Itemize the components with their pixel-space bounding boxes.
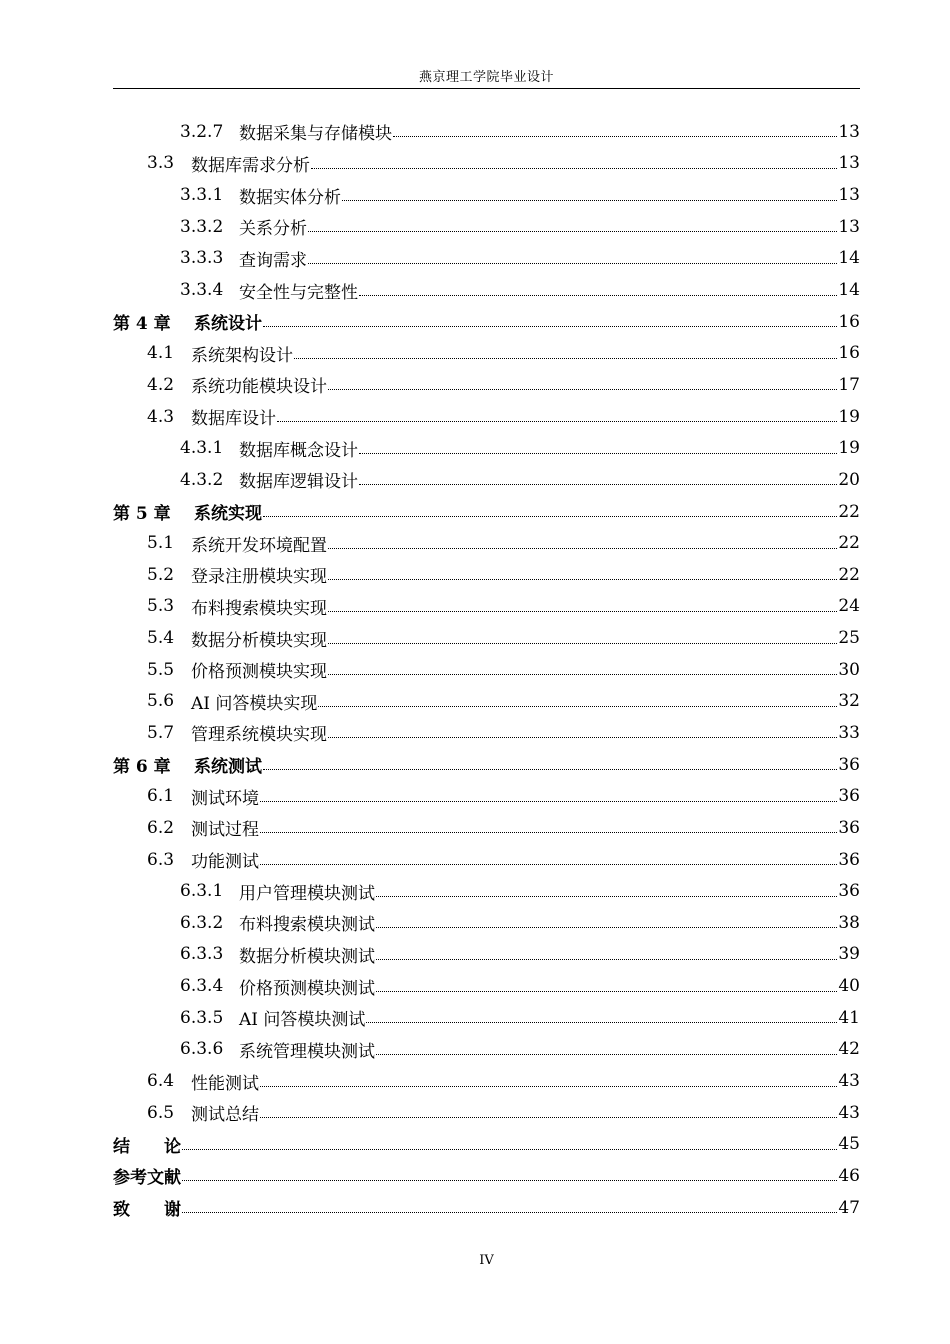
toc-entry[interactable] bbox=[113, 337, 860, 369]
toc-entry[interactable] bbox=[113, 116, 860, 148]
toc-entry[interactable] bbox=[113, 812, 860, 844]
toc-entry-number: 6.3.5 bbox=[180, 1007, 224, 1028]
toc-leader-dots bbox=[294, 358, 837, 359]
toc-entry-number: 6.3.6 bbox=[180, 1039, 224, 1060]
toc-entry[interactable] bbox=[113, 717, 860, 749]
toc-entry-number: 6.3.2 bbox=[180, 912, 224, 933]
toc-entry-title: 数据库概念设计 bbox=[239, 440, 358, 461]
toc-leader-dots bbox=[359, 453, 837, 454]
toc-leader-dots bbox=[359, 295, 837, 296]
toc-entry-title: 数据库逻辑设计 bbox=[239, 472, 358, 493]
toc-entry-title: 数据库需求分析 bbox=[191, 155, 310, 176]
toc-entry-number: 5.2 bbox=[147, 564, 175, 585]
toc-entry-page: 22 bbox=[838, 564, 860, 585]
toc-entry-number: 4.3 bbox=[147, 406, 175, 427]
toc-entry-number: 6.3.3 bbox=[180, 944, 224, 965]
toc-entry-number: 第 6 章 bbox=[113, 757, 171, 778]
toc-entry-number: 5.3 bbox=[147, 596, 175, 617]
toc-entry-number: 5.5 bbox=[147, 659, 175, 680]
toc-entry[interactable] bbox=[113, 875, 860, 907]
toc-entry-page: 13 bbox=[838, 185, 860, 206]
toc-leader-dots bbox=[263, 326, 837, 327]
toc-entry[interactable] bbox=[113, 686, 860, 718]
toc-entry-title: 登录注册模块实现 bbox=[191, 567, 327, 588]
toc-entry-page: 22 bbox=[838, 501, 860, 522]
toc-entry-title: 安全性与完整性 bbox=[239, 282, 358, 303]
toc-entry-title: 数据库设计 bbox=[191, 409, 276, 430]
toc-leader-dots bbox=[328, 674, 837, 675]
toc-entry-page: 36 bbox=[838, 881, 860, 902]
toc-entry[interactable] bbox=[113, 939, 860, 971]
toc-entry-title: 测试环境 bbox=[191, 788, 259, 809]
toc-entry-title: 价格预测模块测试 bbox=[239, 978, 375, 999]
toc-leader-dots bbox=[328, 611, 837, 612]
toc-entry-title: 系统实现 bbox=[194, 504, 262, 524]
toc-entry-page: 19 bbox=[838, 406, 860, 427]
toc-entry[interactable] bbox=[113, 179, 860, 211]
toc-entry[interactable] bbox=[113, 844, 860, 876]
toc-leader-dots bbox=[277, 421, 837, 422]
toc-leader-dots bbox=[260, 1086, 837, 1087]
toc-entry-number: 3.3 bbox=[147, 153, 175, 174]
toc-entry-page: 39 bbox=[838, 944, 860, 965]
toc-entry-number: 第 5 章 bbox=[113, 504, 171, 524]
toc-entry-title: 系统测试 bbox=[194, 757, 262, 778]
toc-entry-title: 用户管理模块测试 bbox=[239, 883, 375, 904]
toc-entry-number: 3.3.2 bbox=[180, 216, 224, 237]
toc-entry[interactable] bbox=[113, 211, 860, 243]
toc-entry-page: 25 bbox=[838, 628, 860, 649]
toc-leader-dots bbox=[182, 1212, 837, 1213]
toc-entry-number: 4.2 bbox=[147, 374, 175, 395]
toc-entry[interactable] bbox=[113, 148, 860, 180]
toc-entry-number: 4.3.2 bbox=[180, 469, 224, 490]
toc-entry-number: 6.1 bbox=[147, 786, 175, 807]
toc-entry-page: 45 bbox=[838, 1134, 860, 1155]
toc-entry-title: 系统架构设计 bbox=[191, 345, 293, 366]
toc-entry[interactable] bbox=[113, 591, 860, 623]
toc-entry-number: 3.3.4 bbox=[180, 280, 224, 301]
toc-entry-page: 36 bbox=[838, 817, 860, 838]
toc-entry-title: 测试过程 bbox=[191, 820, 259, 841]
toc-entry[interactable] bbox=[113, 527, 860, 559]
toc-leader-dots bbox=[308, 231, 837, 232]
toc-entry-page: 47 bbox=[838, 1197, 860, 1218]
toc-leader-dots bbox=[311, 168, 837, 169]
toc-entry-number: 3.3.3 bbox=[180, 248, 224, 269]
toc-leader-dots bbox=[342, 200, 837, 201]
toc-leader-dots bbox=[376, 1054, 837, 1055]
toc-leader-dots bbox=[376, 991, 837, 992]
toc-entry-title: 性能测试 bbox=[191, 1073, 259, 1094]
toc-entry-number: 6.3 bbox=[147, 849, 175, 870]
toc-leader-dots bbox=[182, 1180, 837, 1181]
toc-entry-page: 13 bbox=[838, 216, 860, 237]
toc-entry-page: 41 bbox=[838, 1007, 860, 1028]
toc-entry[interactable] bbox=[113, 1192, 860, 1224]
toc-leader-dots bbox=[359, 484, 837, 485]
toc-leader-dots bbox=[328, 548, 837, 549]
toc-leader-dots bbox=[263, 516, 837, 517]
toc-entry-number: 3.3.1 bbox=[180, 185, 224, 206]
toc-entry-page: 43 bbox=[838, 1071, 860, 1092]
toc-leader-dots bbox=[260, 864, 837, 865]
toc-entry-page: 46 bbox=[838, 1165, 860, 1186]
toc-entry-page: 42 bbox=[838, 1039, 860, 1060]
toc-entry-page: 22 bbox=[838, 533, 860, 554]
toc-entry[interactable] bbox=[113, 496, 860, 528]
toc-leader-dots bbox=[328, 579, 837, 580]
table-of-contents bbox=[113, 116, 860, 1223]
toc-entry-title: 数据分析模块测试 bbox=[239, 946, 375, 967]
toc-entry-title: AI 问答模块测试 bbox=[239, 1010, 366, 1031]
toc-entry-page: 36 bbox=[838, 754, 860, 775]
page-header-title: 燕京理工学院毕业设计 bbox=[418, 70, 554, 85]
toc-entry-title: 系统开发环境配置 bbox=[191, 535, 327, 556]
toc-entry-number: 第 4 章 bbox=[113, 314, 171, 335]
toc-entry[interactable] bbox=[113, 559, 860, 591]
toc-entry[interactable] bbox=[113, 306, 860, 338]
toc-leader-dots bbox=[376, 959, 837, 960]
toc-entry[interactable] bbox=[113, 369, 860, 401]
toc-entry-page: 13 bbox=[838, 121, 860, 142]
toc-entry-page: 14 bbox=[838, 280, 860, 301]
toc-entry-page: 16 bbox=[838, 311, 860, 332]
toc-entry[interactable] bbox=[113, 654, 860, 686]
toc-entry-title: 管理系统模块实现 bbox=[191, 725, 327, 746]
toc-entry-title: 测试总结 bbox=[191, 1105, 259, 1126]
toc-leader-dots bbox=[182, 1149, 837, 1150]
toc-leader-dots bbox=[366, 1022, 837, 1023]
toc-entry-number: 5.6 bbox=[147, 691, 175, 712]
toc-leader-dots bbox=[260, 832, 837, 833]
toc-leader-dots bbox=[376, 896, 837, 897]
toc-entry-page: 17 bbox=[838, 374, 860, 395]
toc-entry-title: 查询需求 bbox=[239, 250, 307, 271]
toc-entry[interactable] bbox=[113, 243, 860, 275]
toc-entry-page: 38 bbox=[838, 912, 860, 933]
toc-leader-dots bbox=[263, 769, 837, 770]
toc-entry-page: 30 bbox=[838, 659, 860, 680]
toc-entry-title: 结 论 bbox=[113, 1136, 181, 1157]
toc-entry-page: 13 bbox=[838, 153, 860, 174]
toc-leader-dots bbox=[308, 263, 837, 264]
toc-leader-dots bbox=[260, 1117, 837, 1118]
toc-entry-title: AI 问答模块实现 bbox=[191, 693, 318, 714]
page-number-footer: IV bbox=[479, 1253, 494, 1268]
toc-entry[interactable] bbox=[113, 1097, 860, 1129]
toc-entry[interactable] bbox=[113, 1002, 860, 1034]
toc-entry-title: 参考文献 bbox=[113, 1168, 181, 1189]
toc-entry-page: 19 bbox=[838, 438, 860, 459]
toc-leader-dots bbox=[376, 927, 837, 928]
toc-entry[interactable] bbox=[113, 401, 860, 433]
toc-leader-dots bbox=[328, 389, 837, 390]
toc-entry[interactable] bbox=[113, 432, 860, 464]
toc-leader-dots bbox=[328, 737, 837, 738]
toc-entry[interactable] bbox=[113, 622, 860, 654]
toc-entry-title: 数据采集与存储模块 bbox=[239, 124, 392, 145]
toc-entry-number: 6.4 bbox=[147, 1071, 175, 1092]
toc-entry-page: 16 bbox=[838, 343, 860, 364]
toc-entry-number: 6.3.4 bbox=[180, 976, 224, 997]
toc-entry[interactable] bbox=[113, 907, 860, 939]
toc-entry-title: 数据实体分析 bbox=[239, 187, 341, 208]
toc-entry[interactable] bbox=[113, 1160, 860, 1192]
header-divider bbox=[113, 88, 860, 89]
toc-entry-title: 关系分析 bbox=[239, 219, 307, 240]
toc-leader-dots bbox=[393, 136, 837, 137]
toc-entry-page: 32 bbox=[838, 691, 860, 712]
toc-entry-page: 24 bbox=[838, 596, 860, 617]
toc-entry[interactable] bbox=[113, 274, 860, 306]
toc-leader-dots bbox=[318, 706, 837, 707]
toc-entry-title: 系统功能模块设计 bbox=[191, 377, 327, 398]
toc-entry-title: 布料搜索模块测试 bbox=[239, 915, 375, 936]
toc-entry-title: 系统设计 bbox=[194, 314, 262, 335]
toc-entry-number: 5.1 bbox=[147, 533, 175, 554]
toc-entry-title: 数据分析模块实现 bbox=[191, 630, 327, 651]
toc-entry-page: 20 bbox=[838, 469, 860, 490]
toc-entry-page: 36 bbox=[838, 849, 860, 870]
toc-entry-title: 致 谢 bbox=[113, 1200, 181, 1221]
toc-entry[interactable] bbox=[113, 464, 860, 496]
toc-entry[interactable] bbox=[113, 780, 860, 812]
toc-entry-page: 14 bbox=[838, 248, 860, 269]
toc-entry-title: 布料搜索模块实现 bbox=[191, 598, 327, 619]
toc-entry[interactable] bbox=[113, 749, 860, 781]
toc-entry-title: 功能测试 bbox=[191, 852, 259, 873]
toc-entry[interactable] bbox=[113, 1065, 860, 1097]
toc-entry-page: 40 bbox=[838, 976, 860, 997]
toc-entry-number: 5.4 bbox=[147, 628, 175, 649]
toc-entry-number: 3.2.7 bbox=[180, 121, 224, 142]
toc-entry-page: 33 bbox=[838, 722, 860, 743]
toc-entry-number: 6.2 bbox=[147, 817, 175, 838]
toc-entry-number: 6.5 bbox=[147, 1102, 175, 1123]
toc-entry-page: 36 bbox=[838, 786, 860, 807]
toc-entry-number: 4.3.1 bbox=[180, 438, 224, 459]
toc-entry[interactable] bbox=[113, 1034, 860, 1066]
toc-leader-dots bbox=[260, 801, 837, 802]
toc-entry[interactable] bbox=[113, 970, 860, 1002]
toc-entry[interactable] bbox=[113, 1129, 860, 1161]
toc-entry-title: 系统管理模块测试 bbox=[239, 1041, 375, 1062]
toc-entry-number: 6.3.1 bbox=[180, 881, 224, 902]
toc-leader-dots bbox=[328, 643, 837, 644]
toc-entry-page: 43 bbox=[838, 1102, 860, 1123]
toc-entry-title: 价格预测模块实现 bbox=[191, 662, 327, 683]
toc-entry-number: 5.7 bbox=[147, 722, 175, 743]
toc-entry-number: 4.1 bbox=[147, 343, 175, 364]
